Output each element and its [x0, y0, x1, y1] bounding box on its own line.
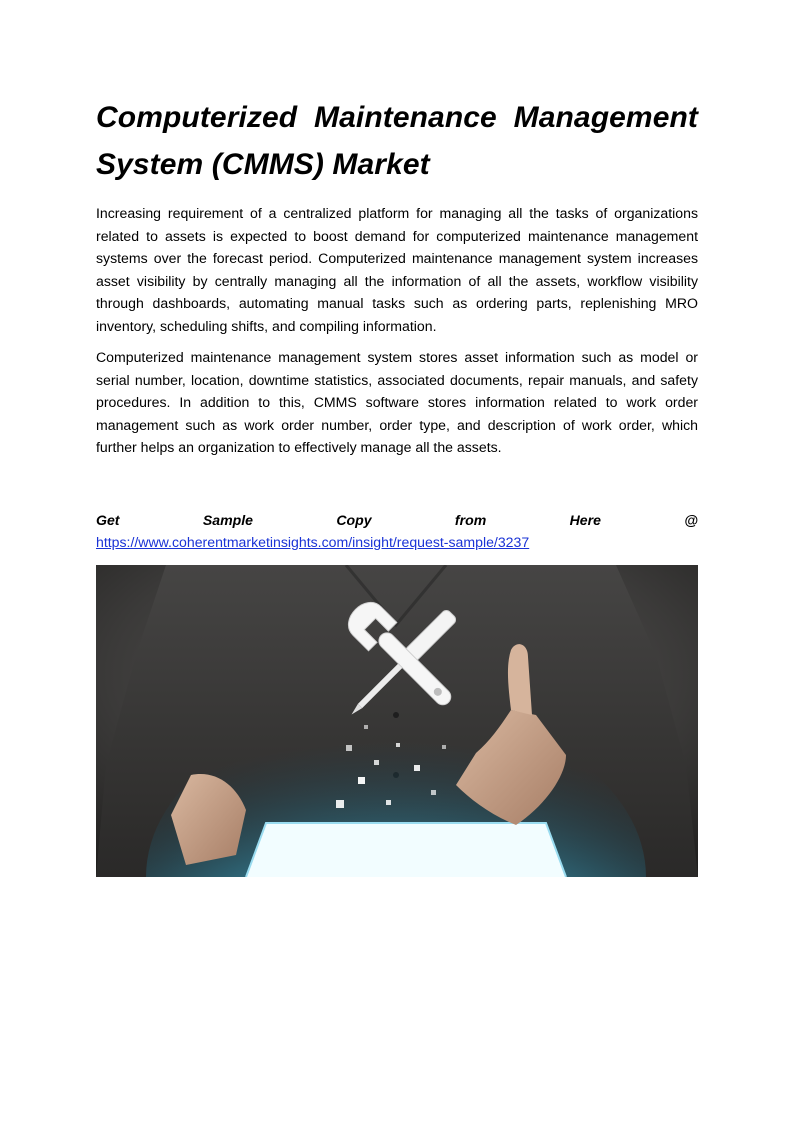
body-paragraph-1: Increasing requirement of a centralized platform for managing all the tasks of organizations related to assets is expected to boost demand for computerized maintenance management systems over the forecast period. Computerized maintenance management system increases asset visibility by centrally managing all the information of all the assets, workflow visibility through dashboards, automating manual tasks such as ordering parts, replenishing MRO inventory, scheduling shifts, and compiling information.	[96, 205, 698, 334]
tablet-screen	[246, 823, 566, 877]
title-line-2: System (CMMS) Market	[96, 148, 430, 181]
document-page	[96, 94, 698, 567]
sample-request-line	[96, 509, 698, 553]
hero-image	[96, 565, 698, 877]
page-title	[96, 94, 698, 188]
hero-illustration	[96, 565, 698, 877]
sample-request-link[interactable]: https://www.coherentmarketinsights.com/insight/request-sample/3237	[96, 533, 530, 550]
sample-label: Get Sample Copy from Here @	[96, 511, 698, 528]
title-line-1: Computerized Maintenance Management	[96, 101, 698, 134]
body-paragraph-2: Computerized maintenance management system stores asset information such as model or serial number, location, downtime statistics, associated documents, repair manuals, and safety procedures. In addition to this, CMMS software stores information related to work order management such as work order number, order type, and description of work order, which further helps an organization to effectively manage all the assets.	[96, 349, 698, 455]
